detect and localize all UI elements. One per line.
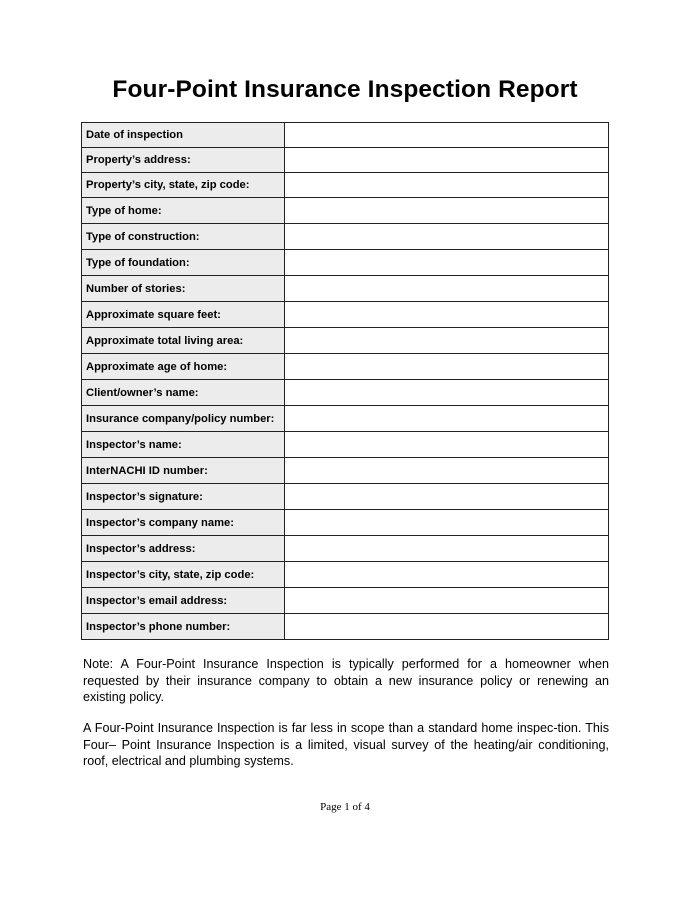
field-label: InterNACHI ID number: (82, 458, 285, 484)
form-row (82, 536, 609, 562)
field-label: Insurance company/policy number: (82, 406, 285, 432)
field-label: Property’s city, state, zip code: (82, 173, 285, 198)
field-label: Inspector’s address: (82, 536, 285, 562)
field-value[interactable] (285, 380, 609, 406)
field-label: Type of foundation: (82, 250, 285, 276)
field-label: Type of home: (82, 198, 285, 224)
form-row (82, 276, 609, 302)
field-value[interactable] (285, 148, 609, 173)
field-label: Property’s address: (82, 148, 285, 173)
field-value[interactable] (285, 484, 609, 510)
field-label: Date of inspection (82, 123, 285, 148)
field-label: Inspector’s city, state, zip code: (82, 562, 285, 588)
field-label: Number of stories: (82, 276, 285, 302)
field-label: Approximate total living area: (82, 328, 285, 354)
field-value[interactable] (285, 458, 609, 484)
form-row (82, 614, 609, 640)
form-row (82, 198, 609, 224)
field-label: Inspector’s phone number: (82, 614, 285, 640)
form-row (82, 458, 609, 484)
form-row (82, 173, 609, 198)
form-row (82, 148, 609, 173)
field-value[interactable] (285, 562, 609, 588)
field-value[interactable] (285, 250, 609, 276)
field-value[interactable] (285, 276, 609, 302)
field-value[interactable] (285, 198, 609, 224)
inspection-form-table (81, 122, 609, 640)
form-row (82, 250, 609, 276)
field-value[interactable] (285, 406, 609, 432)
field-label: Approximate age of home: (82, 354, 285, 380)
page-title: Four-Point Insurance Inspection Report (112, 76, 578, 103)
field-label: Inspector’s name: (82, 432, 285, 458)
field-value[interactable] (285, 536, 609, 562)
field-value[interactable] (285, 432, 609, 458)
form-row (82, 432, 609, 458)
form-row (82, 328, 609, 354)
note-paragraph-1: Note: A Four-Point Insurance Inspection is typically performed for a homeowner when requested by their insurance company to obtain a new insurance policy or renewing an existing policy. (83, 657, 609, 704)
field-label: Type of construction: (82, 224, 285, 250)
field-label: Approximate square feet: (82, 302, 285, 328)
page-number: Page 1 of 4 (320, 801, 370, 813)
field-value[interactable] (285, 328, 609, 354)
form-row (82, 562, 609, 588)
form-row (82, 354, 609, 380)
form-row (82, 484, 609, 510)
field-value[interactable] (285, 224, 609, 250)
field-value[interactable] (285, 614, 609, 640)
field-value[interactable] (285, 173, 609, 198)
field-value[interactable] (285, 302, 609, 328)
form-row (82, 588, 609, 614)
note-paragraph-2: A Four-Point Insurance Inspection is far less in scope than a standard home inspec-tion. This Four– Point Insurance Inspection is a limited, visual survey of the heating/air conditioning, roof, electrical and plumbing systems. (83, 721, 609, 768)
field-value[interactable] (285, 354, 609, 380)
field-label: Inspector’s signature: (82, 484, 285, 510)
field-value[interactable] (285, 123, 609, 148)
field-value[interactable] (285, 588, 609, 614)
form-row (82, 224, 609, 250)
form-row (82, 302, 609, 328)
form-row (82, 380, 609, 406)
field-value[interactable] (285, 510, 609, 536)
field-label: Inspector’s company name: (82, 510, 285, 536)
form-row (82, 123, 609, 148)
form-row (82, 406, 609, 432)
field-label: Inspector’s email address: (82, 588, 285, 614)
field-label: Client/owner’s name: (82, 380, 285, 406)
form-row (82, 510, 609, 536)
